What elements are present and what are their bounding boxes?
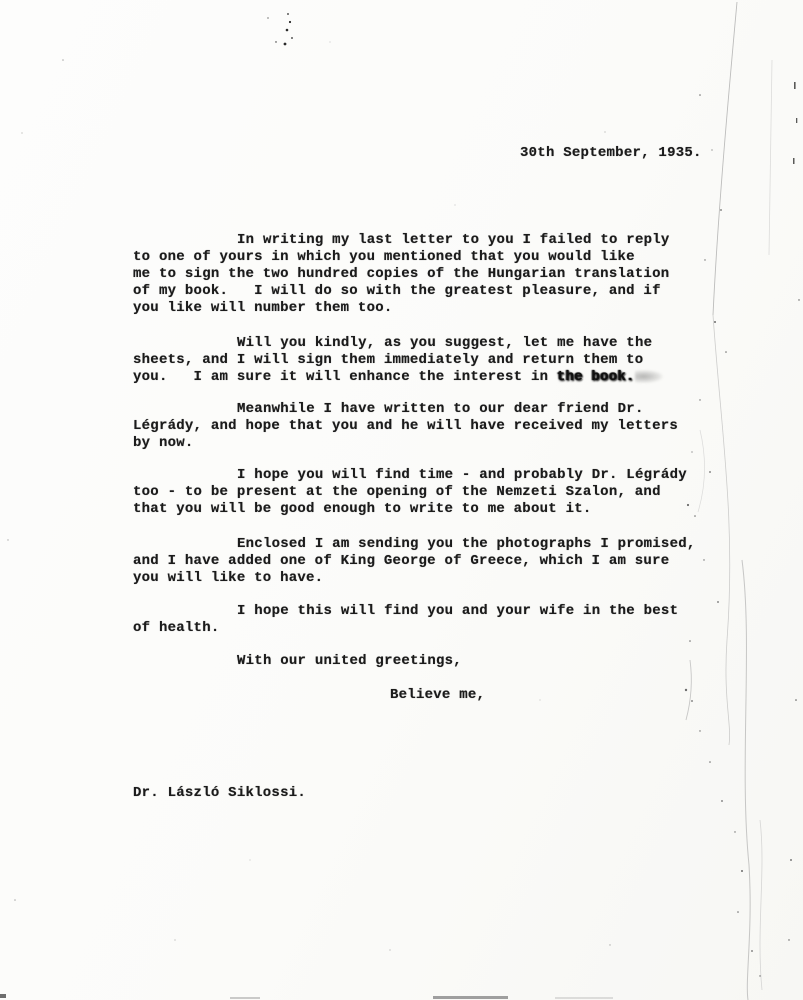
letter-line: and I have added one of King George of Greece, which I am sure	[133, 553, 670, 569]
letter-line: of health.	[133, 620, 220, 636]
paragraph-6	[133, 603, 733, 637]
letter-line	[133, 369, 733, 386]
letter-line: In writing my last letter to you I failed to reply	[237, 232, 670, 248]
letter-line-text: you. I am sure it will enhance the interest in	[133, 369, 557, 385]
letter-line: Will you kindly, as you suggest, let me have the	[237, 335, 653, 351]
letter-line: to one of yours in which you mentioned that you would like	[133, 249, 635, 265]
paragraph-4	[133, 467, 733, 518]
letter-line: you like will number them too.	[133, 300, 393, 316]
letter-line: me to sign the two hundred copies of the Hungarian translation	[133, 266, 670, 282]
smudged-overstrike-text: the book.	[556, 369, 635, 385]
valediction: Believe me,	[390, 687, 486, 703]
paragraph-5	[133, 536, 733, 587]
letter-line: you will like to have.	[133, 570, 324, 586]
letter-line: sheets, and I will sign them immediately and return them to	[133, 352, 644, 368]
letter-line: Légrády, and hope that you and he will have received my letters	[133, 418, 679, 434]
paragraph-2	[133, 335, 733, 386]
letter-line: I hope you will find time - and probably Dr. Légrády	[237, 467, 687, 483]
letter-line: by now.	[133, 435, 194, 451]
letter-line: of my book. I will do so with the greatest pleasure, and if	[133, 283, 661, 299]
letter-line: that you will be good enough to write to me about it.	[133, 501, 592, 517]
addressee-name: Dr. László Siklossi.	[133, 785, 307, 801]
letter-line: I hope this will find you and your wife in the best	[237, 603, 679, 619]
paragraph-3	[133, 401, 733, 452]
letter-date: 30th September, 1935.	[520, 145, 702, 161]
closing-greeting: With our united greetings,	[237, 653, 462, 669]
paragraph-1	[133, 232, 733, 317]
letter-line: Enclosed I am sending you the photographs I promised,	[237, 536, 696, 552]
letter-line: Meanwhile I have written to our dear friend Dr.	[237, 401, 644, 417]
letter-line: too - to be present at the opening of the Nemzeti Szalon, and	[133, 484, 661, 500]
